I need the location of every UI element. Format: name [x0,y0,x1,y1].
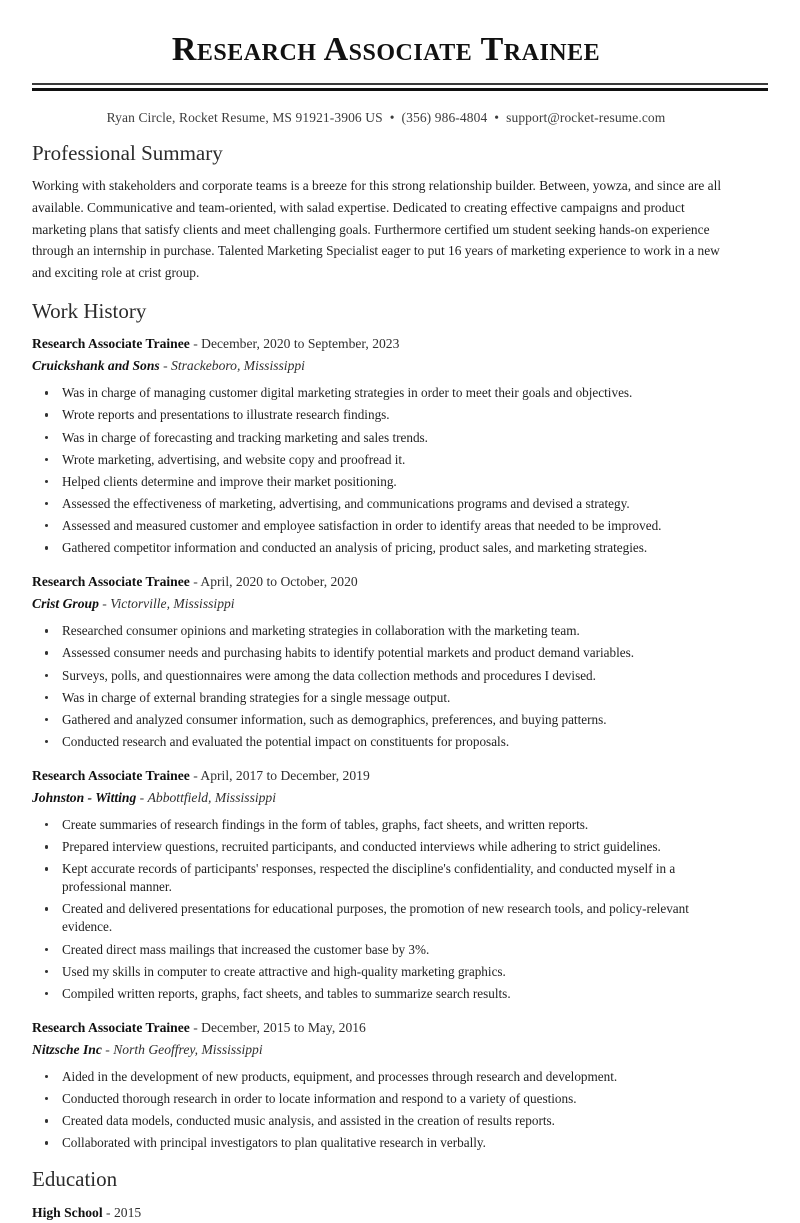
job-title-line [32,1017,740,1038]
job-location: North Geoffrey, Mississippi [113,1041,263,1057]
job-title-line [32,333,740,354]
job-company-line [32,355,740,376]
section-work-history [32,298,740,1152]
divider-line-thin [32,83,768,85]
job-responsibility-item: Conducted research and evaluated the potential impact on constituents for proposals. [32,733,740,751]
job-responsibility-item: Surveys, polls, and questionnaires were among the data collection methods and procedures I devised. [32,667,740,685]
job-company: Cruickshank and Sons [32,358,160,374]
job-title: Research Associate Trainee [32,1019,190,1035]
job-responsibility-item: Was in charge of external branding strategies for a single message output. [32,689,740,707]
job-responsibility-item: Used my skills in computer to create attractive and high-quality marketing graphics. [32,963,740,981]
education-school: High School [32,1204,103,1220]
job-responsibility-item: Conducted thorough research in order to locate information and respond to a variety of questions. [32,1090,740,1108]
job-separator: - [193,336,198,352]
job-separator: - [193,574,198,590]
job-location: Abbottfield, Mississippi [147,790,276,806]
section-heading-summary: Professional Summary [32,141,223,166]
job-title: Research Associate Trainee [32,574,190,590]
job-title: Research Associate Trainee [32,767,190,783]
education-year: 2015 [113,1204,142,1220]
work-history-entry [32,333,740,557]
job-responsibility-item: Was in charge of forecasting and tracking marketing and sales trends. [32,429,740,447]
job-responsibility-item: Created and delivered presentations for educational purposes, the promotion of new research tools, and policy-relevant evidence. [32,900,740,936]
job-responsibility-item: Helped clients determine and improve their market positioning. [32,473,740,491]
job-responsibility-item: Aided in the development of new products, equipment, and processes through research and development. [32,1068,740,1086]
job-responsibility-list [32,816,740,1003]
job-responsibility-item: Compiled written reports, graphs, fact sheets, and tables to summarize search results. [32,985,740,1003]
job-separator: - [193,767,198,783]
job-responsibility-item: Wrote marketing, advertising, and website copy and proofread it. [32,451,740,469]
job-location: Victorville, Mississippi [110,596,235,612]
job-dates: December, 2015 to May, 2016 [201,1019,366,1035]
summary-text: Working with stakeholders and corporate teams is a breeze for this strong relationship builder. Between, yowza, and since are all available. Communicative and team-oriented, with salad expertise. Dedicated to creating effective campaigns and product marketing plans that satisfy clients and meet challenging goals. Furthermore certified um student seeking hands-on experience through an internship in purchase. Talented Marketing Specialist eager to put 16 years of marketing experience to work in a new and exciting role at crist group. [32,178,722,281]
job-dates: April, 2020 to October, 2020 [200,574,358,590]
job-responsibility-item: Was in charge of managing customer digital marketing strategies in order to meet their goals and objectives. [32,384,740,402]
contact-email: support@rocket-resume.com [506,110,666,126]
job-separator: - [102,596,107,612]
job-company-line [32,1039,740,1060]
job-responsibility-item: Kept accurate records of participants' responses, respected the discipline's confidentiality, and conducted myself in a professional manner. [32,860,740,896]
job-location: Strackeboro, Mississippi [171,358,305,374]
job-responsibility-item: Gathered and analyzed consumer information, such as demographics, preferences, and buying patterns. [32,711,740,729]
work-history-entry [32,1017,740,1153]
job-responsibility-item: Wrote reports and presentations to illustrate research findings. [32,406,740,424]
job-responsibility-list [32,384,740,557]
job-company: Crist Group [32,596,99,612]
job-responsibility-item: Assessed consumer needs and purchasing habits to identify potential markets and product demand variables. [32,644,740,662]
job-title-line [32,571,740,592]
job-company: Johnston - Witting [32,790,137,806]
work-history-list [32,333,740,1152]
job-title: Research Associate Trainee [32,336,190,352]
job-dates: April, 2017 to December, 2019 [200,767,370,783]
contact-info [32,110,740,126]
section-education [32,1166,740,1222]
contact-separator-2: • [494,110,500,126]
education-separator: - [106,1204,111,1220]
job-company: Nitzsche Inc [32,1041,102,1057]
job-responsibility-item: Create summaries of research findings in the form of tables, graphs, fact sheets, and written reports. [32,816,740,834]
job-title-line [32,765,740,786]
job-responsibility-item: Gathered competitor information and conducted an analysis of pricing, product sales, and marketing strategies. [32,539,740,557]
page-title: Research Associate Trainee [171,31,601,68]
job-separator: - [163,358,168,374]
contact-phone: (356) 986-4804 [401,110,488,126]
divider-line-thick [32,88,768,91]
job-responsibility-item: Created data models, conducted music analysis, and assisted in the creation of results reports. [32,1112,740,1130]
section-heading-work-history: Work History [32,298,147,323]
job-company-line [32,787,740,808]
job-responsibility-list [32,1068,740,1152]
section-professional-summary [32,140,740,284]
work-history-entry [32,765,740,1003]
contact-address: Ryan Circle, Rocket Resume, MS 91921-3906 US [106,110,383,126]
job-separator: - [139,790,145,806]
education-entry [32,1202,740,1223]
job-responsibility-item: Created direct mass mailings that increased the customer base by 3%. [32,941,740,959]
contact-separator-1: • [389,110,395,126]
job-responsibility-item: Prepared interview questions, recruited participants, and conducted interviews while adhering to strict guidelines. [32,838,740,856]
job-separator: - [105,1041,110,1057]
job-responsibility-item: Researched consumer opinions and marketing strategies in collaboration with the marketing team. [32,622,740,640]
job-responsibility-item: Assessed and measured customer and employee satisfaction in order to identify areas that needed to be improved. [32,517,740,535]
job-responsibility-item: Assessed the effectiveness of marketing, advertising, and communications programs and devised a strategy. [32,495,740,513]
job-separator: - [193,1019,198,1035]
job-responsibility-list [32,622,740,751]
job-responsibility-item: Collaborated with principal investigators to plan qualitative research in verbally. [32,1134,740,1152]
education-list [32,1202,740,1223]
section-heading-education: Education [32,1167,118,1192]
job-dates: December, 2020 to September, 2023 [201,336,400,352]
header-divider [32,83,768,91]
job-company-line [32,593,740,614]
work-history-entry [32,571,740,751]
